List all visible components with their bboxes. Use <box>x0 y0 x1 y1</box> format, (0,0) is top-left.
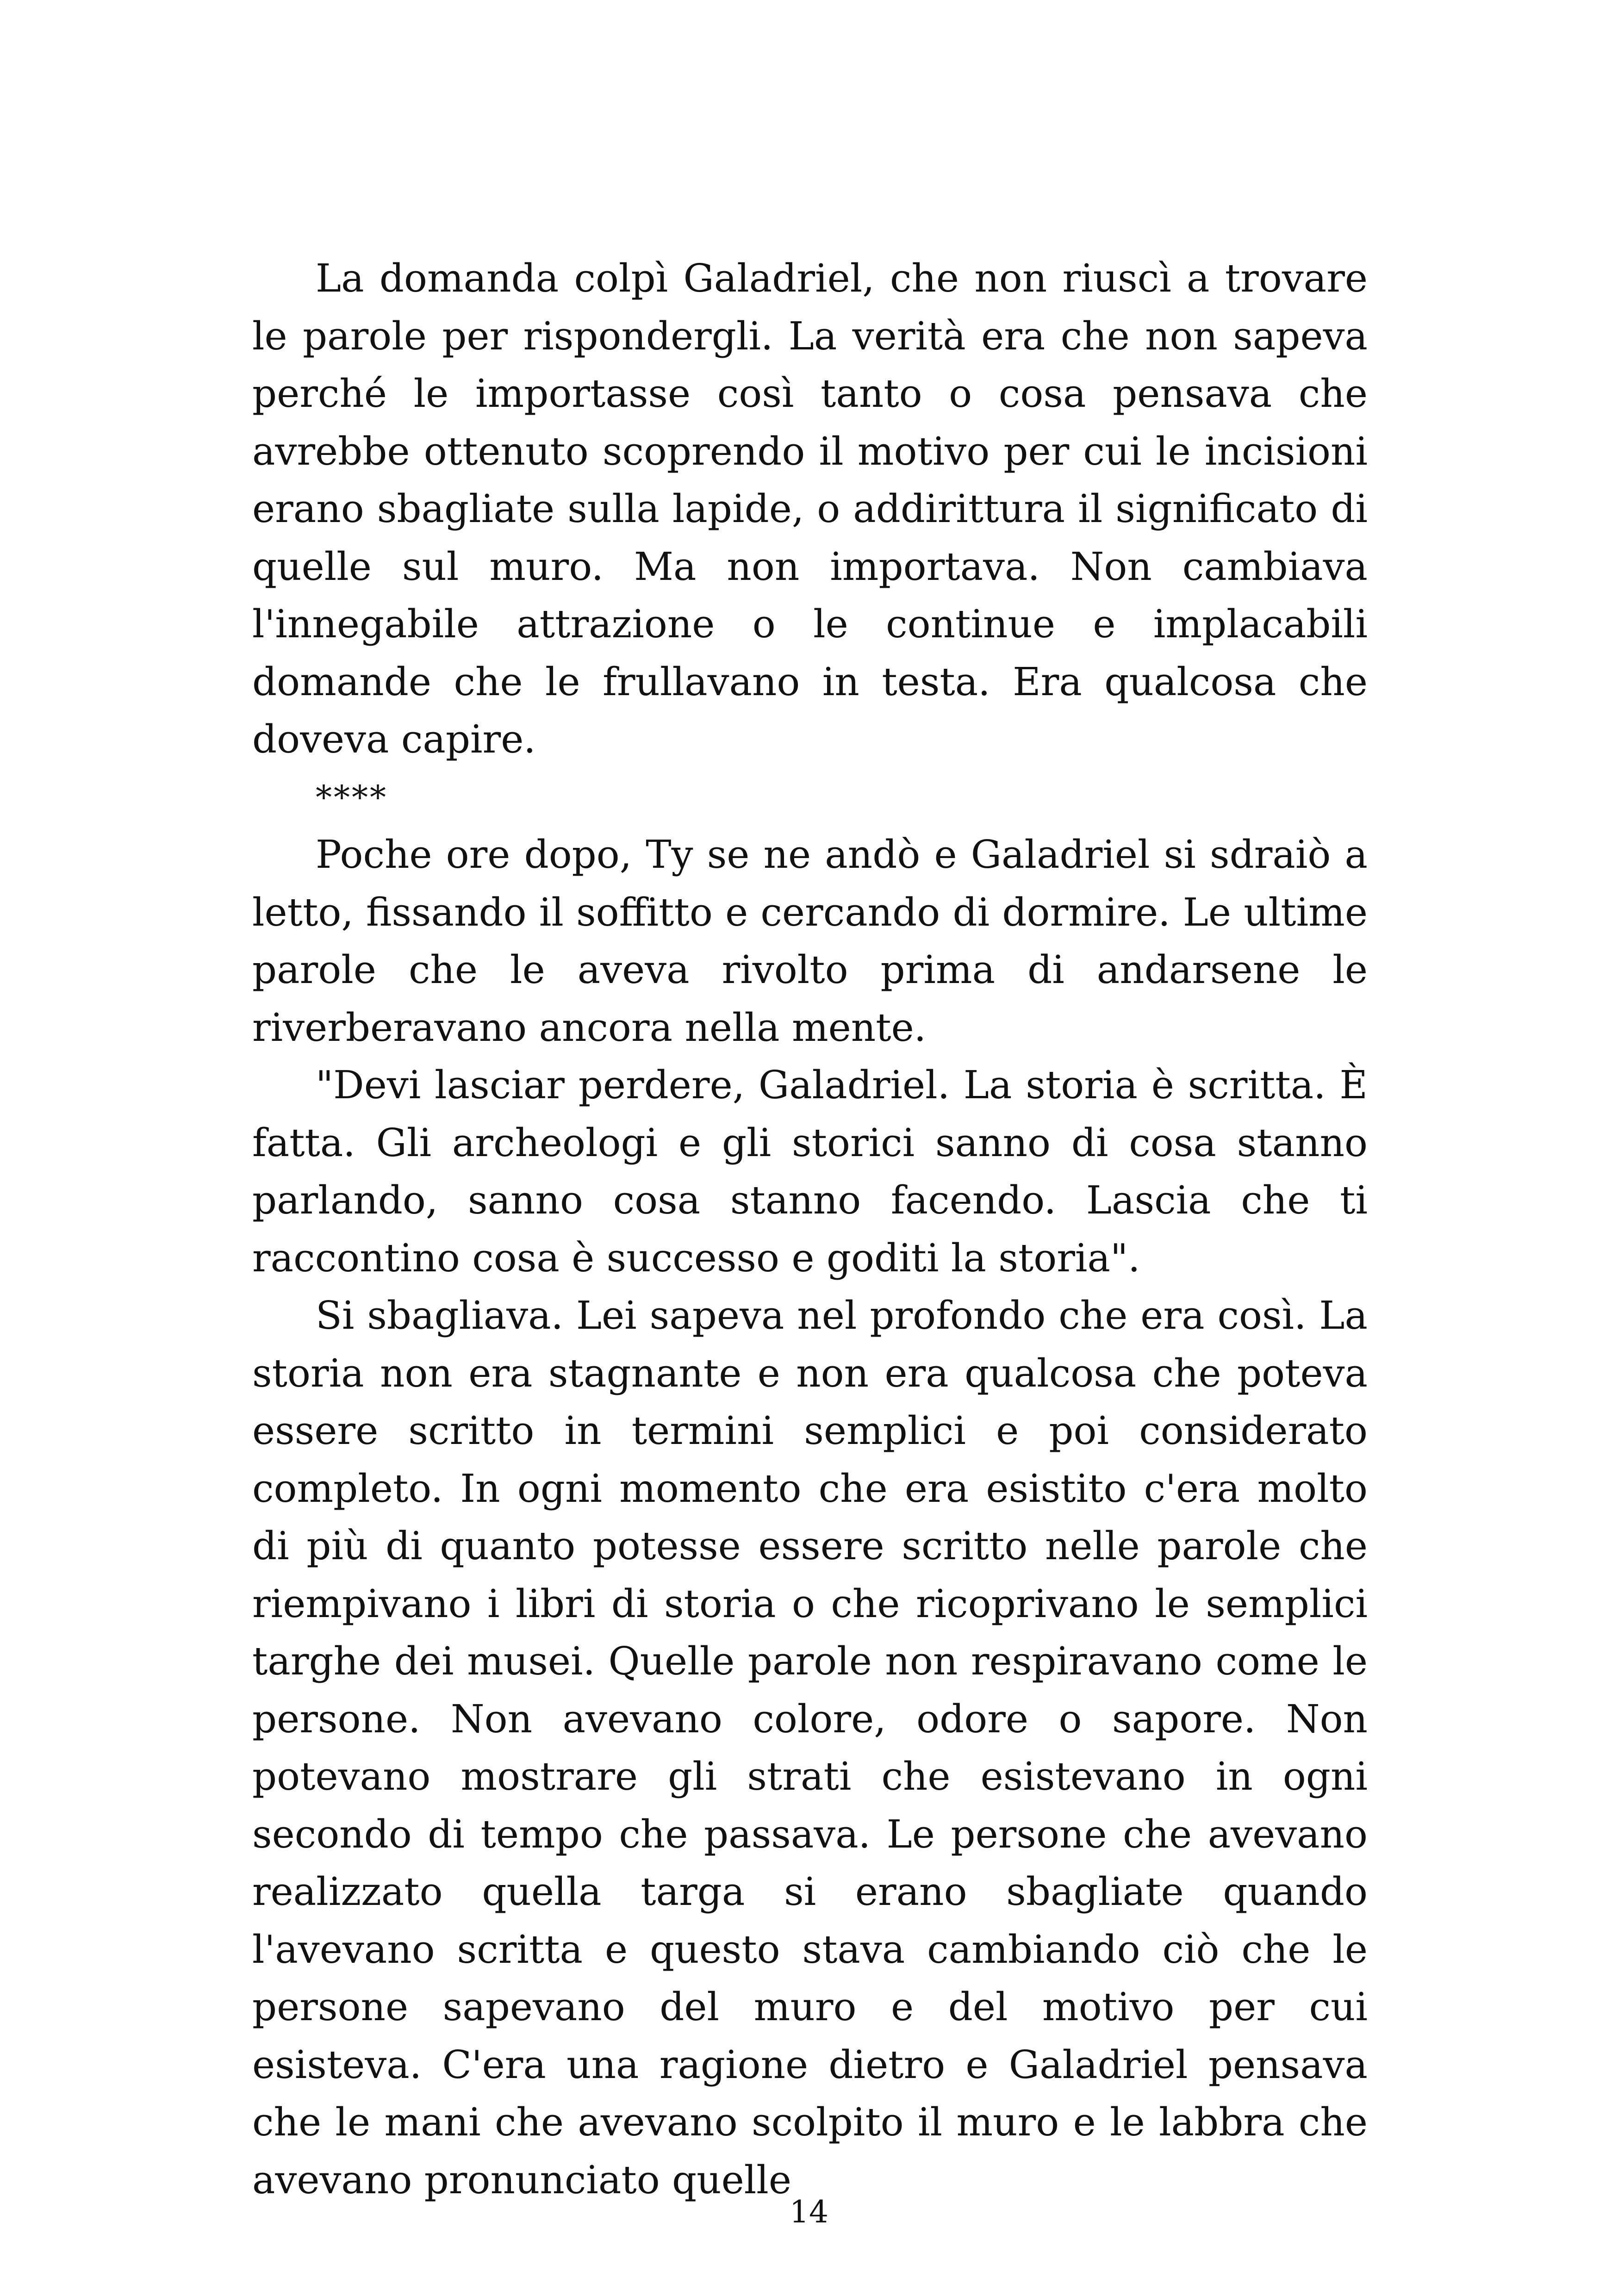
scene-break: **** <box>316 778 388 816</box>
paragraph-4: Si sbagliava. Lei sapeva nel profondo che era così. La storia non era stagnante e non era qualcosa che poteva essere scritto in termini semplici e poi considerato completo. In ogni momento che era esistito c'era molto di più di quanto potesse essere scritto nelle parole che riempivano i libri di storia o che ricoprivano le semplici targhe dei musei. Quelle parole non respiravano come le persone. Non avevano colore, odore o sapore. Non potevano mostrare gli strati che esistevano in ogni secondo di tempo che passava. Le persone che avevano realizzato quella targa si erano sbagliate quando l'avevano scritta e questo stava cambiando ciò che le persone sapevano del muro e del motivo per cui esisteva. C'era una ragione dietro e Galadriel pensava che le mani che avevano scolpito il muro e le labbra che avevano pronunciato quelle <box>252 1293 1368 2203</box>
body-text <box>252 250 1368 2209</box>
paragraph-3: "Devi lasciar perdere, Galadriel. La storia è scritta. È fatta. Gli archeologi e gli storici sanno di cosa stanno parlando, sanno cosa stanno facendo. Lascia che ti raccontino cosa è successo e goditi la storia". <box>252 1063 1368 1281</box>
paragraph-2: Poche ore dopo, Ty se ne andò e Galadriel si sdraiò a letto, fissando il soffitto e cercando di dormire. Le ultime parole che le aveva rivolto prima di andarsene le riverberavano ancora nella mente. <box>252 832 1368 1050</box>
page-number: 14 <box>790 2194 828 2230</box>
paragraph-1: La domanda colpì Galadriel, che non riuscì a trovare le parole per rispondergli. La verità era che non sapeva perché le importasse così tanto o cosa pensava che avrebbe ottenuto scoprendo il motivo per cui le incisioni erano sbagliate sulla lapide, o addirittura il significato di quelle sul muro. Ma non importava. Non cambiava l'innegabile attrazione o le continue e implacabili domande che le frullavano in testa. Era qualcosa che doveva capire. <box>252 256 1368 762</box>
